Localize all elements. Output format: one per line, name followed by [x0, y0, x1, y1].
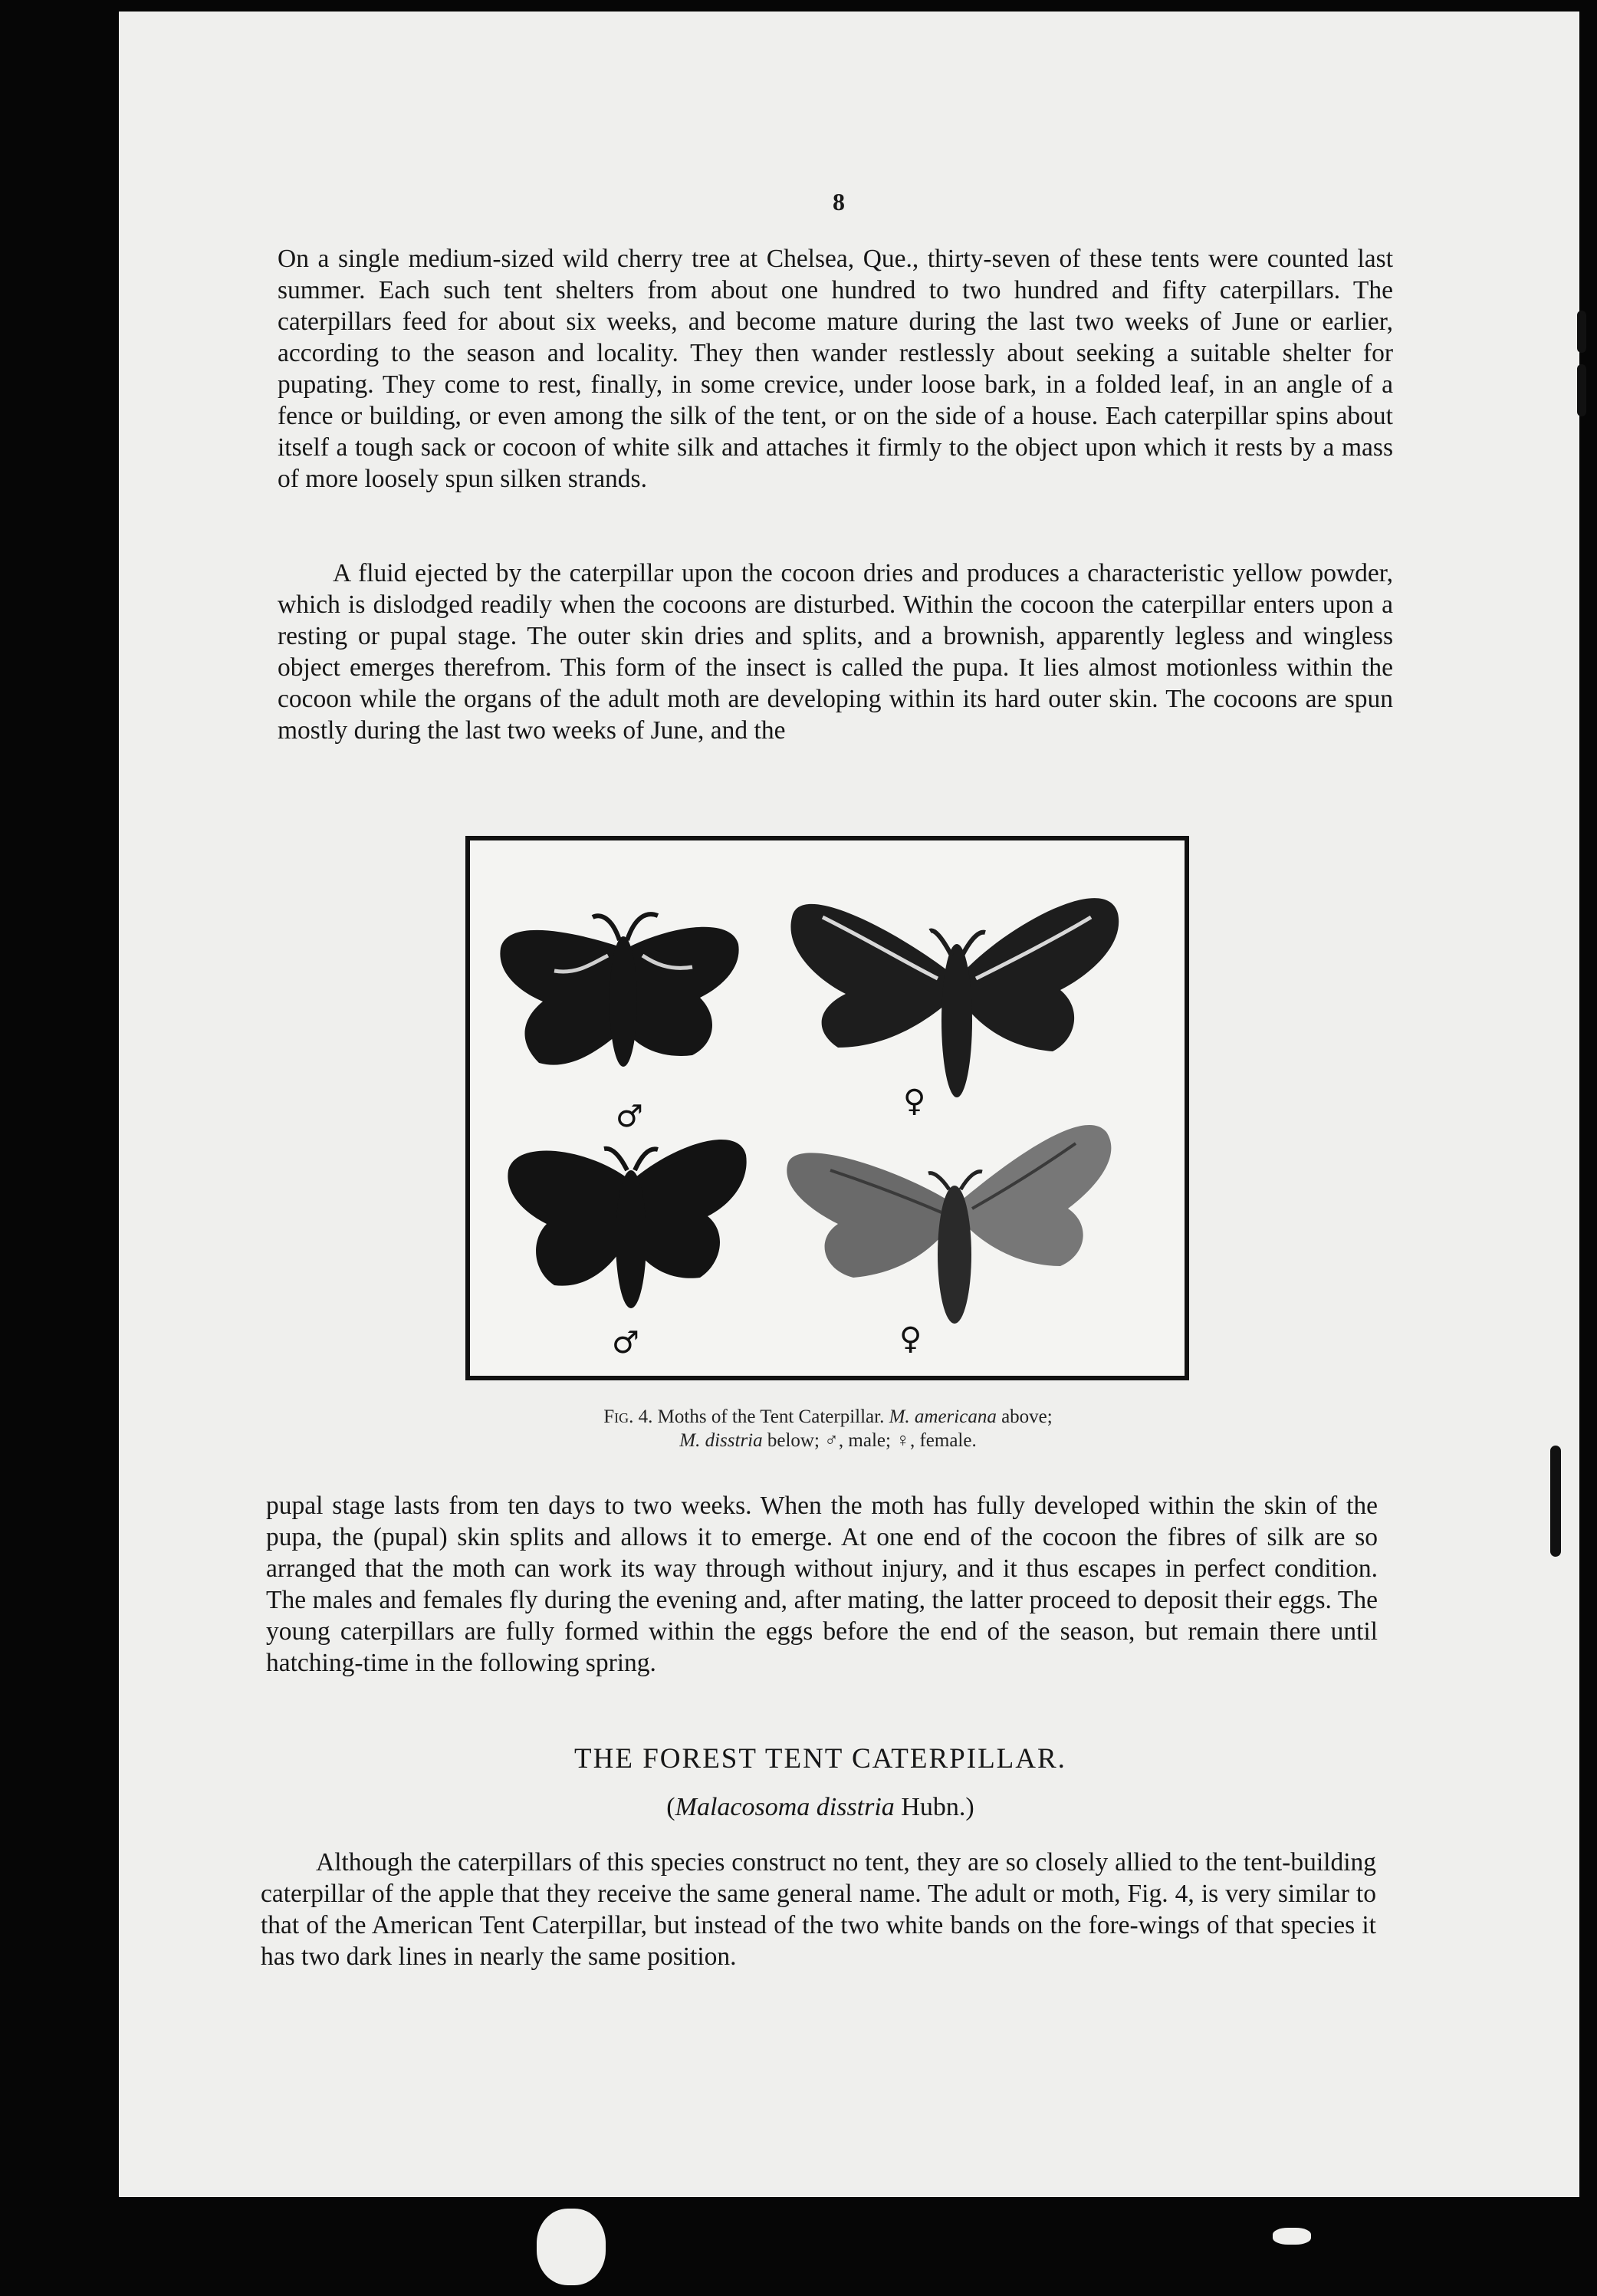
section-subheading: [253, 1793, 1388, 1822]
moths-illustration: [470, 840, 1185, 1376]
scan-artifact: [1577, 364, 1586, 416]
section-heading: THE FOREST TENT CATERPILLAR.: [574, 1743, 1066, 1775]
caption-text: Moths of the Tent Caterpillar.: [657, 1406, 885, 1427]
male-symbol: ♂: [612, 1325, 639, 1360]
female-symbol: ♀: [899, 1321, 922, 1357]
caption-text: below; ♂, male; ♀, female.: [767, 1430, 977, 1451]
paragraph-3: pupal stage lasts from ten days to two weeks. When the moth has fully developed within the skin of the pupa, the (pupal) skin splits and allows it to emerge. At one end of the cocoon the fibres of silk are so arranged that the moth can work its way through without injury, and it thus escapes in perfect condition. The males and females fly during the evening and, after mating, the latter proceed to deposit their eggs. The young caterpillars are fully formed within the eggs before the end of the season, but remain there until hatching-time in the following spring.: [266, 1492, 1378, 1677]
caption-species: M. americana: [889, 1406, 997, 1427]
paragraph-1: On a single medium-sized wild cherry tree at Chelsea, Que., thirty-seven of these tents were counted last summer. Each such tent shelters from about one hundred to two hundred and fifty caterpillars. The caterpillars feed for about six weeks, and become mature during the last two weeks of June or earlier, according to the season and locality. They then wander restlessly about seeking a suitable shelter for pupating. They come to rest, finally, in some crevice, under loose bark, in a folded leaf, in an angle of a fence or building, or even among the silk of the tent, or on the side of a house. Each caterpillar spins about itself a tough sack or cocoon of white silk and attaches it firmly to the object upon which it rests by a mass of more loosely spun silken strands.: [278, 245, 1393, 493]
paren-open: (: [666, 1793, 675, 1821]
scan-artifact: [1550, 1446, 1561, 1557]
caption-text: above;: [1001, 1406, 1053, 1427]
scan-artifact: [1577, 311, 1586, 353]
page-number: 8: [833, 188, 845, 215]
caption-line-2: [460, 1429, 1196, 1452]
scan-artifact: [537, 2209, 606, 2285]
figure-caption: [460, 1405, 1196, 1452]
paragraph-4: Although the caterpillars of this species construct no tent, they are so closely allied to the tent-building caterpillar of the apple that they receive the same general name. The adult or moth, Fig. 4, is very similar to that of the American Tent Caterpillar, but instead of the two white bands on the fore-wings of that species it has two dark lines in nearly the same position.: [261, 1848, 1376, 1971]
scan-artifact: [1273, 2228, 1311, 2245]
figure-moths: [465, 836, 1189, 1380]
moth-americana-female: [790, 898, 1119, 1097]
caption-species: M. disstria: [679, 1430, 763, 1451]
moth-disstria-female: [787, 1125, 1111, 1324]
species-name: Malacosoma disstria: [675, 1793, 895, 1821]
moth-americana-male: [500, 914, 738, 1067]
paragraph-2: A fluid ejected by the caterpillar upon the cocoon dries and produces a characteristic yellow powder, which is dislodged readily when the cocoons are disturbed. Within the cocoon the caterpillar enters upon a resting or pupal stage. The outer skin dries and splits, and a brownish, apparently legless and wingless object emerges therefrom. This form of the insect is called the pupa. It lies almost motionless within the cocoon while the organs of the adult moth are developing within its hard outer skin. The cocoons are spun mostly during the last two weeks of June, and the: [278, 559, 1393, 745]
caption-prefix: Fig. 4.: [603, 1406, 653, 1427]
male-symbol: ♂: [616, 1099, 643, 1134]
caption-line-1: [460, 1405, 1196, 1429]
female-symbol: ♀: [903, 1084, 926, 1119]
moth-disstria-male: [508, 1140, 746, 1308]
author-abbrev: Hubn.): [901, 1793, 974, 1821]
